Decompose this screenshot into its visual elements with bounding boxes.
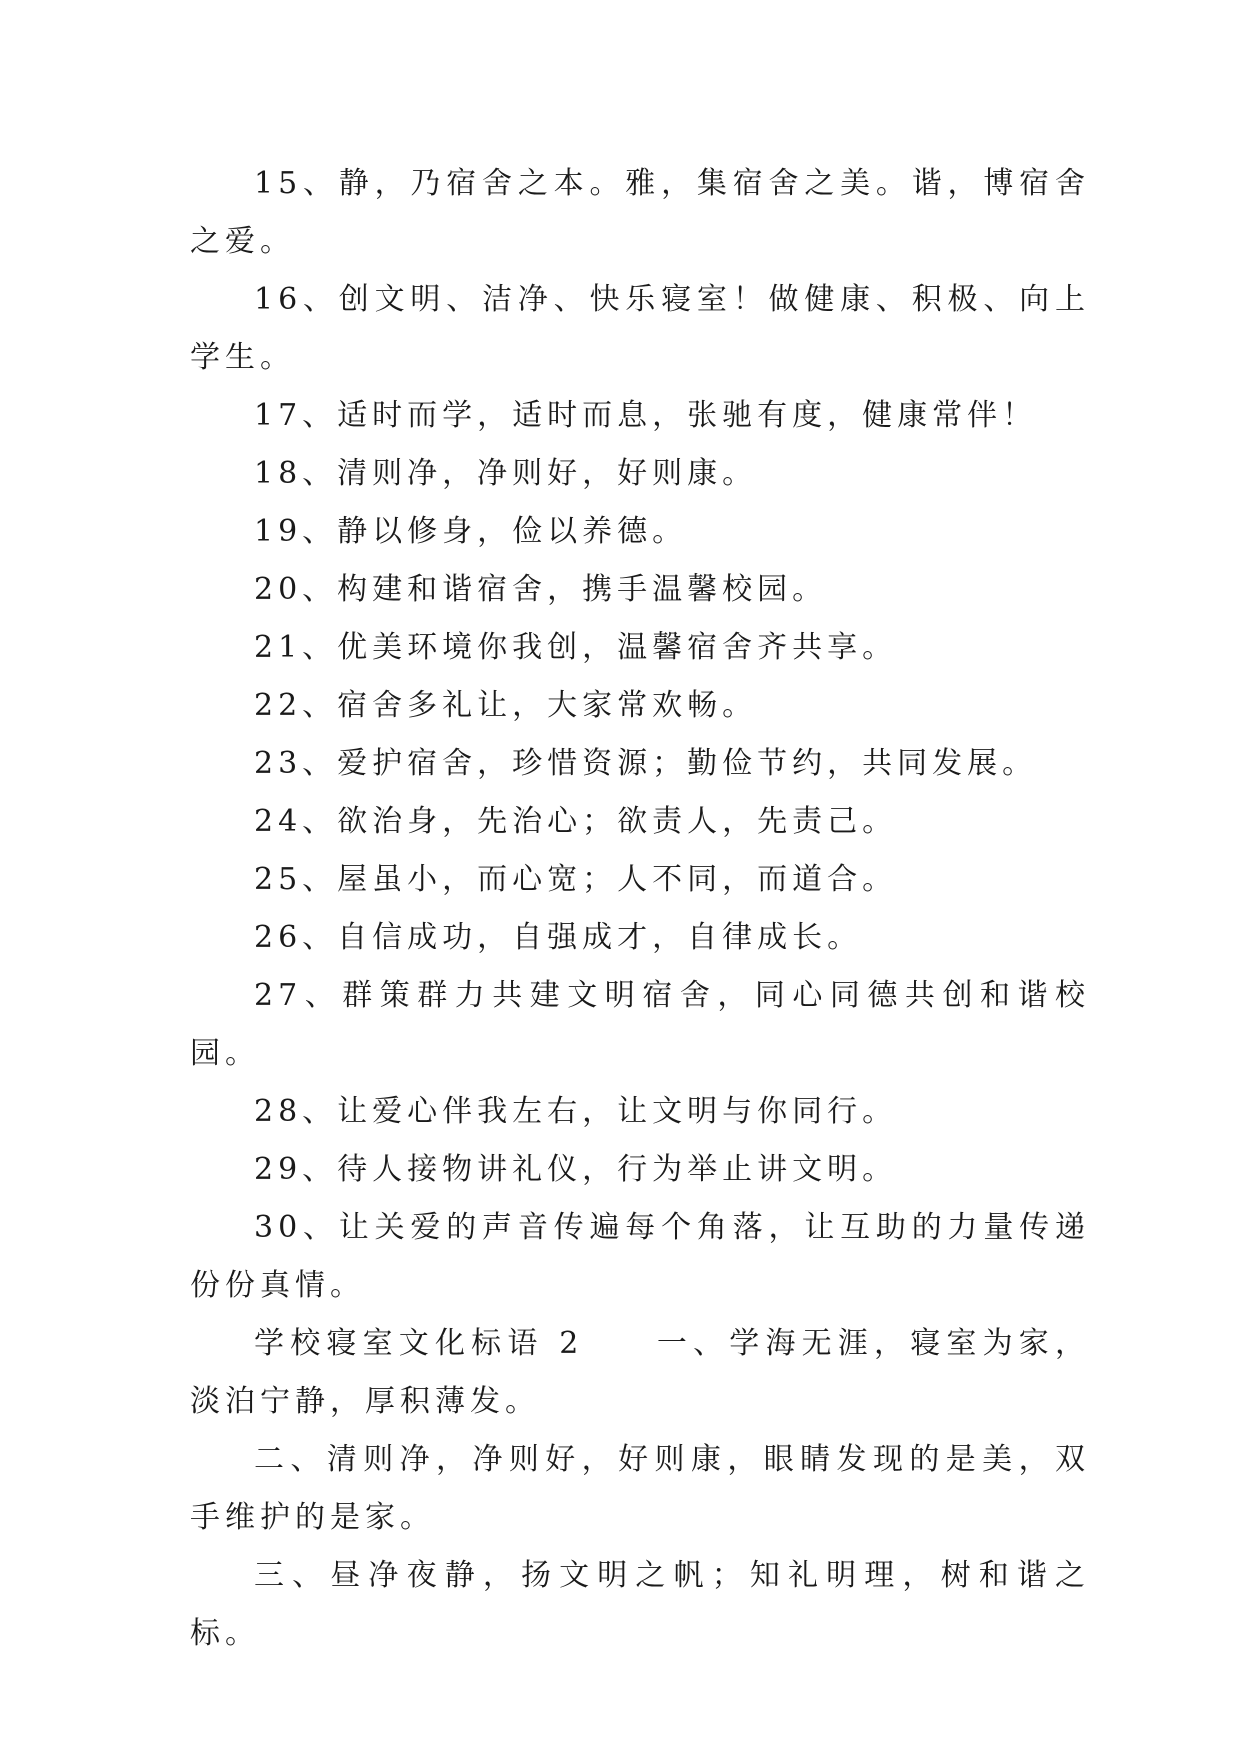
slogan-paragraph-29: 29、待人接物讲礼仪，行为举止讲文明。 (254, 1152, 898, 1187)
slogan-paragraph-27: 27、群策群力共建文明宿舍，同心同德共创和谐校园。 (190, 978, 1090, 1071)
slogan-paragraph-25: 25、屋虽小，而心宽；人不同，而道合。 (254, 862, 898, 897)
section-2-paragraph-1: 学校寝室文化标语 2 一、学海无涯，寝室为家，淡泊宁静，厚积薄发。 (190, 1326, 1090, 1419)
slogan-paragraph-17: 17、适时而学，适时而息，张驰有度，健康常伴！ (254, 398, 1038, 433)
slogan-paragraph-20: 20、构建和谐宿舍，携手温馨校园。 (254, 572, 828, 607)
slogan-paragraph-24: 24、欲治身，先治心；欲责人，先责己。 (254, 804, 898, 839)
slogan-paragraph-19: 19、静以修身，俭以养德。 (254, 514, 688, 549)
section-2-paragraph-2: 二、清则净，净则好，好则康，眼睛发现的是美，双手维护的是家。 (190, 1442, 1090, 1535)
document-body (190, 155, 1090, 1663)
slogan-paragraph-30: 30、让关爱的声音传遍每个角落，让互助的力量传递份份真情。 (190, 1210, 1090, 1303)
slogan-paragraph-22: 22、宿舍多礼让，大家常欢畅。 (254, 688, 758, 723)
section-2-paragraph-3: 三、昼净夜静，扬文明之帆；知礼明理，树和谐之标。 (190, 1558, 1090, 1651)
slogan-paragraph-18: 18、清则净，净则好，好则康。 (254, 456, 758, 491)
slogan-paragraph-26: 26、自信成功，自强成才，自律成长。 (254, 920, 863, 955)
slogan-paragraph-15: 15、静，乃宿舍之本。雅，集宿舍之美。谐，博宿舍之爱。 (190, 166, 1090, 259)
slogan-paragraph-28: 28、让爱心伴我左右，让文明与你同行。 (254, 1094, 898, 1129)
slogan-paragraph-21: 21、优美环境你我创，温馨宿舍齐共享。 (254, 630, 898, 665)
slogan-paragraph-23: 23、爱护宿舍，珍惜资源；勤俭节约，共同发展。 (254, 746, 1038, 781)
slogan-paragraph-16: 16、创文明、洁净、快乐寝室！做健康、积极、向上学生。 (190, 282, 1090, 375)
